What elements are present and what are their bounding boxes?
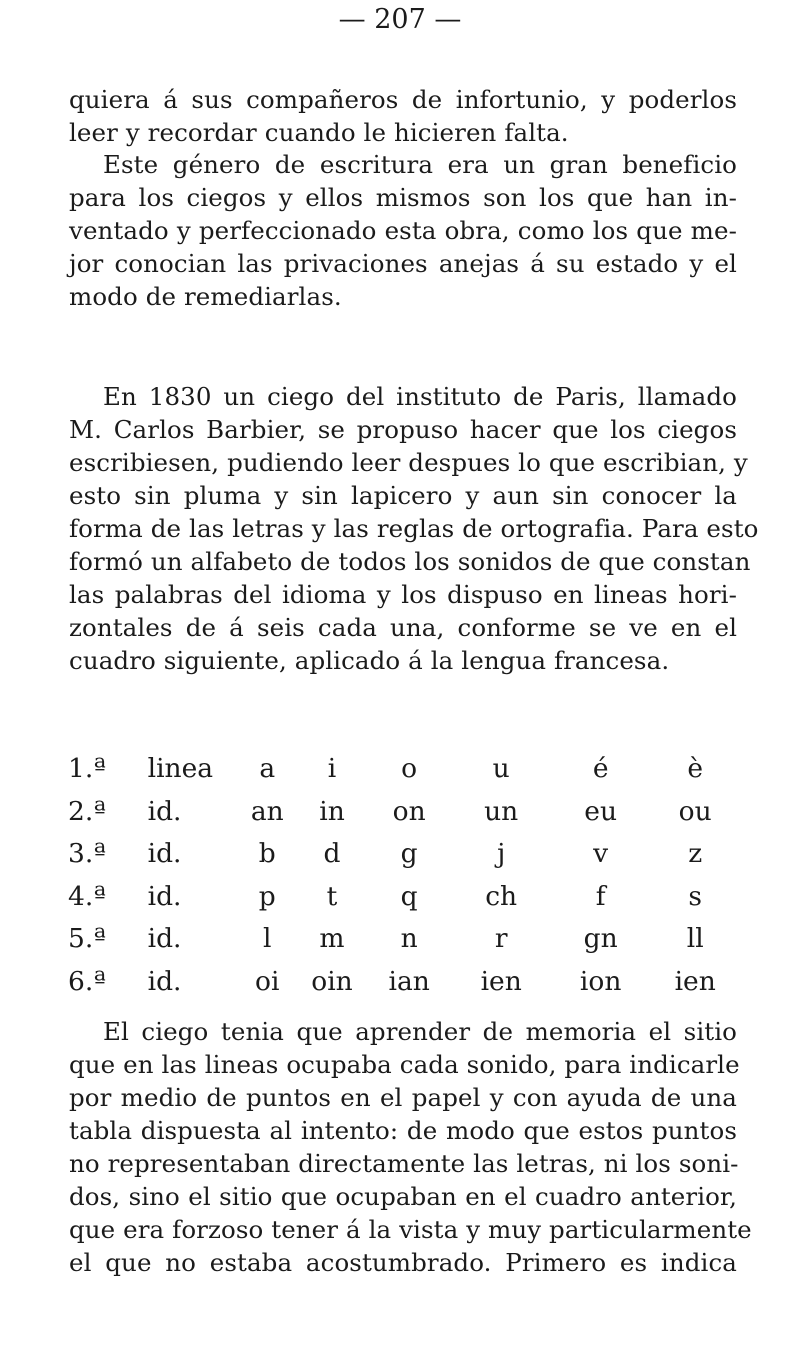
row-number: 1.ª xyxy=(68,753,106,784)
sound-cell: r xyxy=(494,923,508,954)
row-label: id. xyxy=(147,965,182,997)
sound-cell: ion xyxy=(579,965,622,997)
text-line: leer y recordar cuando le hicieren falta. xyxy=(69,118,569,147)
sound-cell: p xyxy=(258,880,276,912)
row-label: id. xyxy=(147,880,182,912)
row-label: id. xyxy=(147,838,182,869)
sound-cell: l xyxy=(263,923,272,954)
sound-cell: un xyxy=(484,795,519,827)
row-label: linea xyxy=(147,753,214,784)
sound-cell: t xyxy=(326,880,338,912)
text-line: El ciego tenia que aprender de memoria el sitio xyxy=(103,1017,737,1046)
text-line: escribiesen, pudiendo leer despues lo que escribian, y xyxy=(69,448,748,477)
text-line: no representaban directamente las letras, ni los soni- xyxy=(69,1149,739,1178)
sound-cell: é xyxy=(592,753,609,784)
row-label: id. xyxy=(147,923,182,954)
sound-cell: f xyxy=(595,880,606,912)
text-line: por medio de puntos en el papel y con ayuda de una xyxy=(69,1083,737,1112)
table-row xyxy=(60,961,740,1004)
sound-cell: i xyxy=(327,753,337,784)
text-line: En 1830 un ciego del instituto de Paris, llamado xyxy=(103,382,737,411)
sound-cell: in xyxy=(319,795,345,827)
sound-cell: ch xyxy=(485,880,518,912)
sound-cell: è xyxy=(687,753,704,784)
sound-cell: q xyxy=(400,880,418,912)
sound-cell: u xyxy=(492,753,510,784)
text-line: modo de remediarlas. xyxy=(69,282,342,311)
sound-cell: a xyxy=(259,753,276,784)
text-line: jor conocian las privaciones anejas á su estado y el xyxy=(69,249,737,278)
row-number: 2.ª xyxy=(68,795,106,827)
sound-cell: s xyxy=(688,880,702,912)
sound-cell: g xyxy=(400,838,418,869)
text-line: que en las lineas ocupaba cada sonido, para indicarle xyxy=(69,1050,740,1079)
text-line: las palabras del idioma y los dispuso en lineas hori- xyxy=(69,580,737,609)
sound-cell: oi xyxy=(255,965,280,997)
paragraph-benefit xyxy=(69,148,737,313)
table-row xyxy=(60,918,740,961)
text-line: tabla dispuesta al intento: de modo que estos puntos xyxy=(69,1116,737,1145)
text-line: dos, sino el sitio que ocupaban en el cuadro anterior, xyxy=(69,1182,737,1211)
row-number: 5.ª xyxy=(68,923,106,954)
row-number: 3.ª xyxy=(68,838,106,869)
sound-cell: o xyxy=(401,753,418,784)
paragraph-barbier xyxy=(69,380,759,677)
sound-cell: ien xyxy=(674,965,716,997)
sound-cell: d xyxy=(323,838,341,869)
text-line: zontales de á seis cada una, conforme se ve en el xyxy=(69,613,737,642)
sound-cell: b xyxy=(258,838,276,869)
paragraph-memory xyxy=(69,1015,752,1279)
table-row xyxy=(60,748,740,791)
text-line: esto sin pluma y sin lapicero y aun sin conocer la xyxy=(69,481,737,510)
row-number: 6.ª xyxy=(68,965,106,997)
sound-cell: on xyxy=(392,795,426,827)
row-number: 4.ª xyxy=(68,880,106,912)
text-line: Este género de escritura era un gran beneficio xyxy=(103,150,737,179)
text-line: el que no estaba acostumbrado. Primero es indica xyxy=(69,1248,737,1277)
sound-cell: j xyxy=(497,838,506,869)
text-line: que era forzoso tener á la vista y muy particularmente xyxy=(69,1215,752,1244)
table-row xyxy=(60,833,740,876)
text-line: M. Carlos Barbier, se propuso hacer que los ciegos xyxy=(69,415,737,444)
sound-cell: an xyxy=(250,795,284,827)
sound-cell: v xyxy=(593,838,609,869)
table-row xyxy=(60,876,740,919)
text-line: forma de las letras y las reglas de ortografia. Para esto xyxy=(69,514,759,543)
sound-cell: m xyxy=(319,923,345,954)
sound-cell: gn xyxy=(583,923,618,954)
text-line: cuadro siguiente, aplicado á la lengua francesa. xyxy=(69,646,670,675)
table-row xyxy=(60,791,740,834)
text-line: para los ciegos y ellos mismos son los que han in- xyxy=(69,183,737,212)
sound-table xyxy=(60,748,740,1003)
sound-cell: eu xyxy=(584,795,618,827)
sound-cell: oin xyxy=(311,965,353,997)
sound-cell: z xyxy=(688,838,703,869)
text-line: ventado y perfeccionado esta obra, como los que me- xyxy=(69,216,737,245)
sound-cell: ien xyxy=(480,965,522,997)
sound-cell: n xyxy=(400,923,418,954)
page-number: — 207 — xyxy=(338,4,462,35)
sound-cell: ll xyxy=(686,923,704,954)
text-line: formó un alfabeto de todos los sonidos de que constan xyxy=(69,547,751,576)
text-line: quiera á sus compañeros de infortunio, y poderlos xyxy=(69,85,737,114)
sound-cell: ian xyxy=(388,965,430,997)
sound-cell: ou xyxy=(678,795,712,827)
row-label: id. xyxy=(147,795,182,827)
paragraph-continuation xyxy=(69,83,737,149)
